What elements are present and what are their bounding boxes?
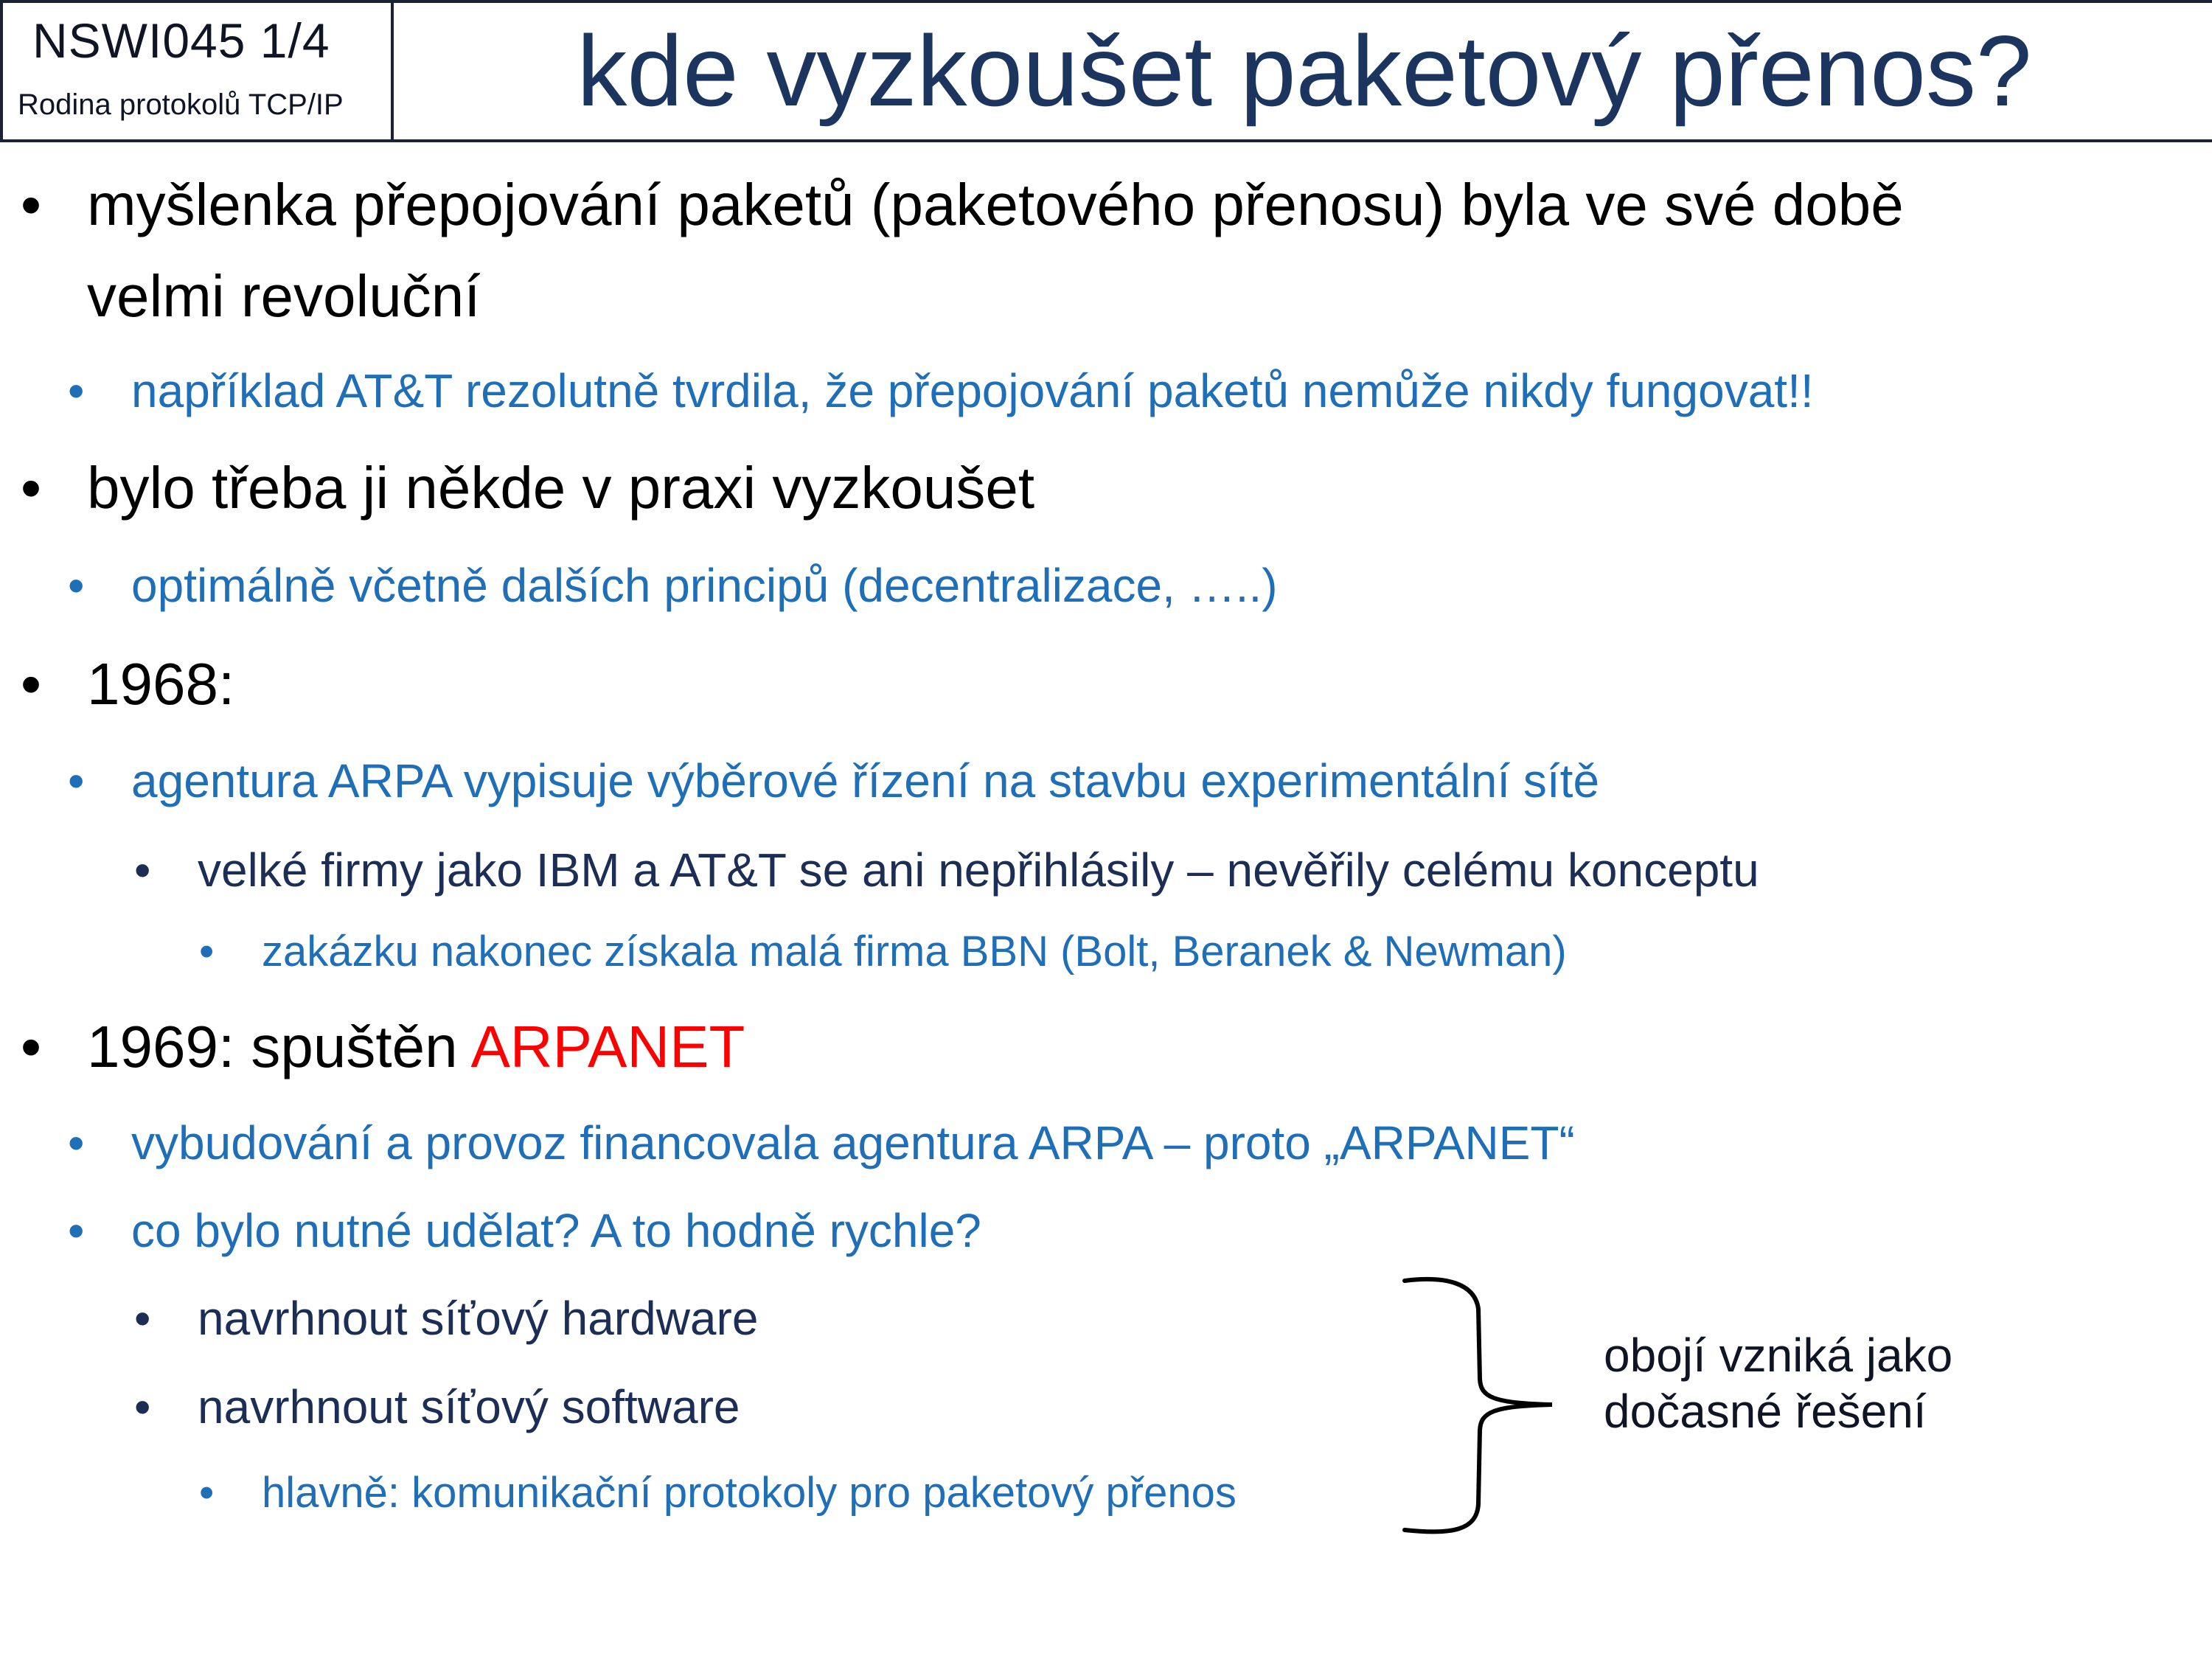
bullet-marker: • [134, 844, 151, 897]
bullet-text: 1968: [87, 651, 235, 717]
bullet-marker: • [21, 651, 42, 717]
bullet-text: optimálně včetně dalších principů (decentralizace, …..) [131, 559, 1278, 612]
bullet-level-2 [131, 754, 1600, 807]
bullet-text: co bylo nutné udělat? A to hodně rychle? [131, 1204, 981, 1257]
bullet-level-2 [131, 559, 1278, 612]
bullet-text: hlavně: komunikační protokoly pro paketový přenos [262, 1469, 1237, 1517]
bullet-level-4 [262, 928, 1567, 975]
bullet-level-1 [87, 455, 1035, 521]
bullet-text: 1969: spuštěn [87, 1014, 471, 1079]
bullet-text: myšlenka přepojování paketů (paketového přenosu) byla ve své době [87, 172, 1904, 237]
bullet-level-3 [198, 1380, 740, 1433]
bullet-text: bylo třeba ji někde v praxi vyzkoušet [87, 455, 1035, 521]
bullet-marker: • [21, 1014, 42, 1079]
course-info-box [3, 3, 394, 139]
bullet-level-2 [131, 364, 1814, 417]
bullet-marker: • [199, 928, 215, 975]
side-note-line2: dočasné řešení [1604, 1385, 1927, 1438]
bullet-level-2 [131, 1204, 981, 1257]
bullet-marker: • [134, 1292, 151, 1345]
course-code: NSWI045 1/4 [32, 13, 330, 68]
bullet-text: navrhnout síťový software [198, 1380, 740, 1433]
bullet-marker: • [21, 455, 42, 521]
bullet-level-1 [87, 172, 1904, 237]
bullet-level-2 [131, 1116, 1575, 1169]
bullet-marker: • [68, 1116, 85, 1169]
brace-path [1405, 1279, 1552, 1532]
side-note-line1: obojí vzniká jako [1604, 1329, 1953, 1382]
bullet-marker: • [68, 1204, 85, 1257]
bullet-marker: • [68, 559, 85, 612]
bullet-level-3 [198, 1292, 759, 1345]
bullet-text: vybudování a provoz financovala agentura ARPA – proto „ARPANET“ [131, 1116, 1575, 1169]
bullet-text: například AT&T rezolutně tvrdila, že přepojování paketů nemůže nikdy fungovat!! [131, 364, 1814, 417]
slide-header [0, 0, 2212, 142]
course-name: Rodina protokolů TCP/IP [18, 88, 344, 121]
bullet-level-1 [87, 263, 481, 329]
bullet-text: navrhnout síťový hardware [198, 1292, 759, 1345]
bullet-level-4 [262, 1469, 1237, 1517]
bullet-text: velké firmy jako IBM a AT&T se ani nepřihlásily – nevěřily celému konceptu [198, 844, 1759, 897]
side-note [1604, 1327, 1952, 1439]
bullet-marker: • [134, 1380, 151, 1433]
bullet-marker: • [68, 364, 85, 417]
bullet-level-1 [87, 651, 235, 717]
slide-title: kde vyzkoušet paketový přenos? [577, 15, 2032, 127]
bullet-marker: • [199, 1469, 215, 1517]
bullet-text: zakázku nakonec získala malá firma BBN (Bolt, Beranek & Newman) [262, 928, 1567, 975]
bullet-marker: • [21, 172, 42, 237]
highlight-term: ARPANET [470, 1014, 745, 1079]
bullet-marker: • [68, 754, 85, 807]
bullet-text: velmi revoluční [87, 263, 481, 329]
bullet-level-3 [198, 844, 1759, 897]
bullet-text: agentura ARPA vypisuje výběrové řízení na stavbu experimentální sítě [131, 754, 1600, 807]
bullet-level-1 [87, 1014, 745, 1079]
